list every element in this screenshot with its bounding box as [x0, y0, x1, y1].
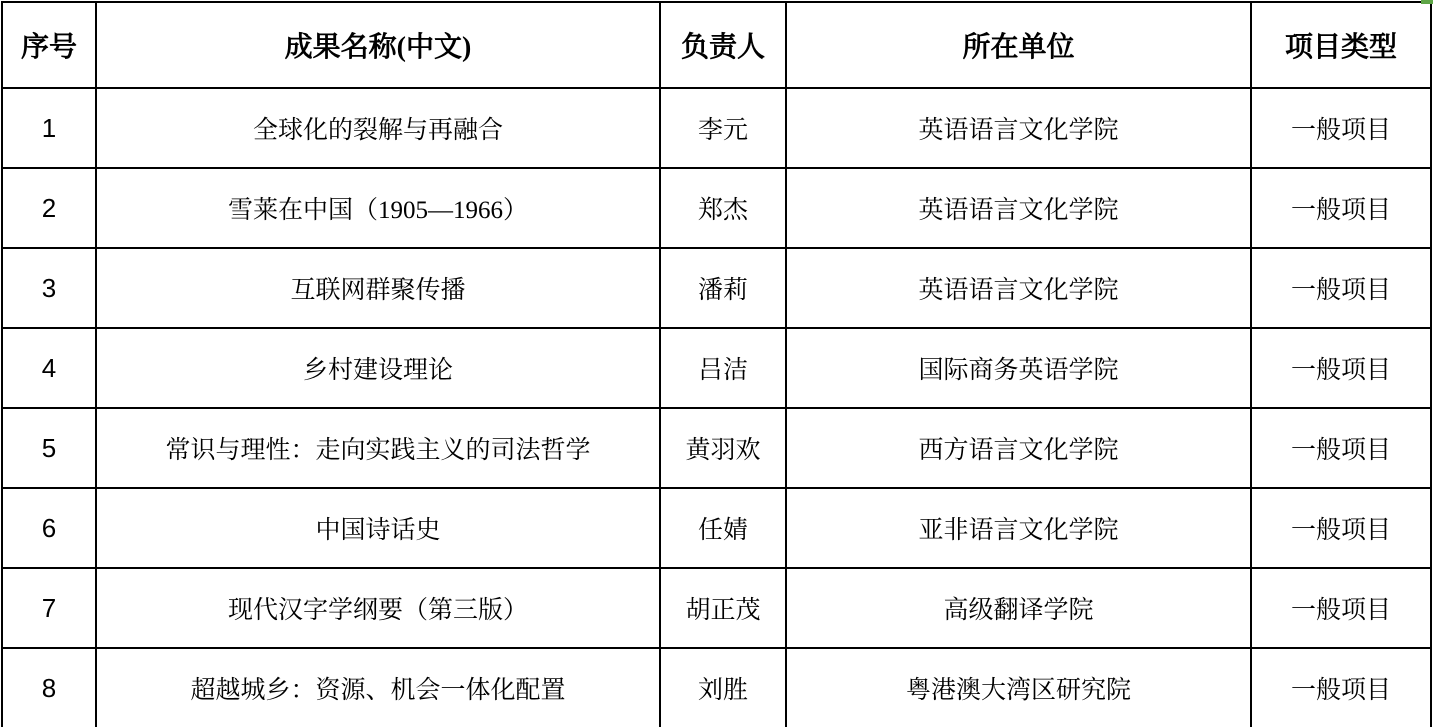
cell-project-type: 一般项目 — [1251, 488, 1431, 568]
cell-achievement-name: 超越城乡：资源、机会一体化配置 — [96, 648, 660, 727]
cell-serial-number: 6 — [2, 488, 96, 568]
cell-leader-name: 李元 — [660, 88, 786, 168]
cell-achievement-name: 现代汉字学纲要（第三版） — [96, 568, 660, 648]
sheet-corner-marker — [1421, 0, 1433, 4]
cell-achievement-name: 乡村建设理论 — [96, 328, 660, 408]
column-header-name: 成果名称(中文) — [96, 2, 660, 88]
cell-leader-name: 任婧 — [660, 488, 786, 568]
table-row — [2, 328, 1431, 408]
column-header-no: 序号 — [2, 2, 96, 88]
cell-serial-number: 5 — [2, 408, 96, 488]
cell-unit-name: 国际商务英语学院 — [786, 328, 1251, 408]
cell-serial-number: 4 — [2, 328, 96, 408]
cell-leader-name: 吕洁 — [660, 328, 786, 408]
cell-project-type: 一般项目 — [1251, 88, 1431, 168]
table-row — [2, 568, 1431, 648]
cell-unit-name: 粤港澳大湾区研究院 — [786, 648, 1251, 727]
cell-serial-number: 8 — [2, 648, 96, 727]
cell-achievement-name: 常识与理性：走向实践主义的司法哲学 — [96, 408, 660, 488]
cell-leader-name: 潘莉 — [660, 248, 786, 328]
table-body — [2, 2, 1431, 727]
column-header-leader: 负责人 — [660, 2, 786, 88]
cell-leader-name: 胡正茂 — [660, 568, 786, 648]
table-row — [2, 488, 1431, 568]
cell-project-type: 一般项目 — [1251, 648, 1431, 727]
column-header-unit: 所在单位 — [786, 2, 1251, 88]
table-header-row — [2, 2, 1431, 88]
cell-unit-name: 英语语言文化学院 — [786, 88, 1251, 168]
table-row — [2, 408, 1431, 488]
cell-achievement-name: 雪莱在中国（1905—1966） — [96, 168, 660, 248]
cell-achievement-name: 中国诗话史 — [96, 488, 660, 568]
cell-unit-name: 西方语言文化学院 — [786, 408, 1251, 488]
cell-project-type: 一般项目 — [1251, 248, 1431, 328]
table-row — [2, 648, 1431, 727]
cell-unit-name: 英语语言文化学院 — [786, 248, 1251, 328]
table-row — [2, 248, 1431, 328]
cell-leader-name: 郑杰 — [660, 168, 786, 248]
cell-project-type: 一般项目 — [1251, 328, 1431, 408]
table-row — [2, 168, 1431, 248]
cell-serial-number: 2 — [2, 168, 96, 248]
cell-unit-name: 高级翻译学院 — [786, 568, 1251, 648]
cell-project-type: 一般项目 — [1251, 408, 1431, 488]
column-header-type: 项目类型 — [1251, 2, 1431, 88]
cell-project-type: 一般项目 — [1251, 568, 1431, 648]
cell-unit-name: 亚非语言文化学院 — [786, 488, 1251, 568]
cell-serial-number: 3 — [2, 248, 96, 328]
cell-serial-number: 7 — [2, 568, 96, 648]
cell-project-type: 一般项目 — [1251, 168, 1431, 248]
cell-leader-name: 黄羽欢 — [660, 408, 786, 488]
project-results-table — [1, 1, 1432, 727]
cell-serial-number: 1 — [2, 88, 96, 168]
cell-achievement-name: 互联网群聚传播 — [96, 248, 660, 328]
table-row — [2, 88, 1431, 168]
cell-unit-name: 英语语言文化学院 — [786, 168, 1251, 248]
cell-leader-name: 刘胜 — [660, 648, 786, 727]
cell-achievement-name: 全球化的裂解与再融合 — [96, 88, 660, 168]
